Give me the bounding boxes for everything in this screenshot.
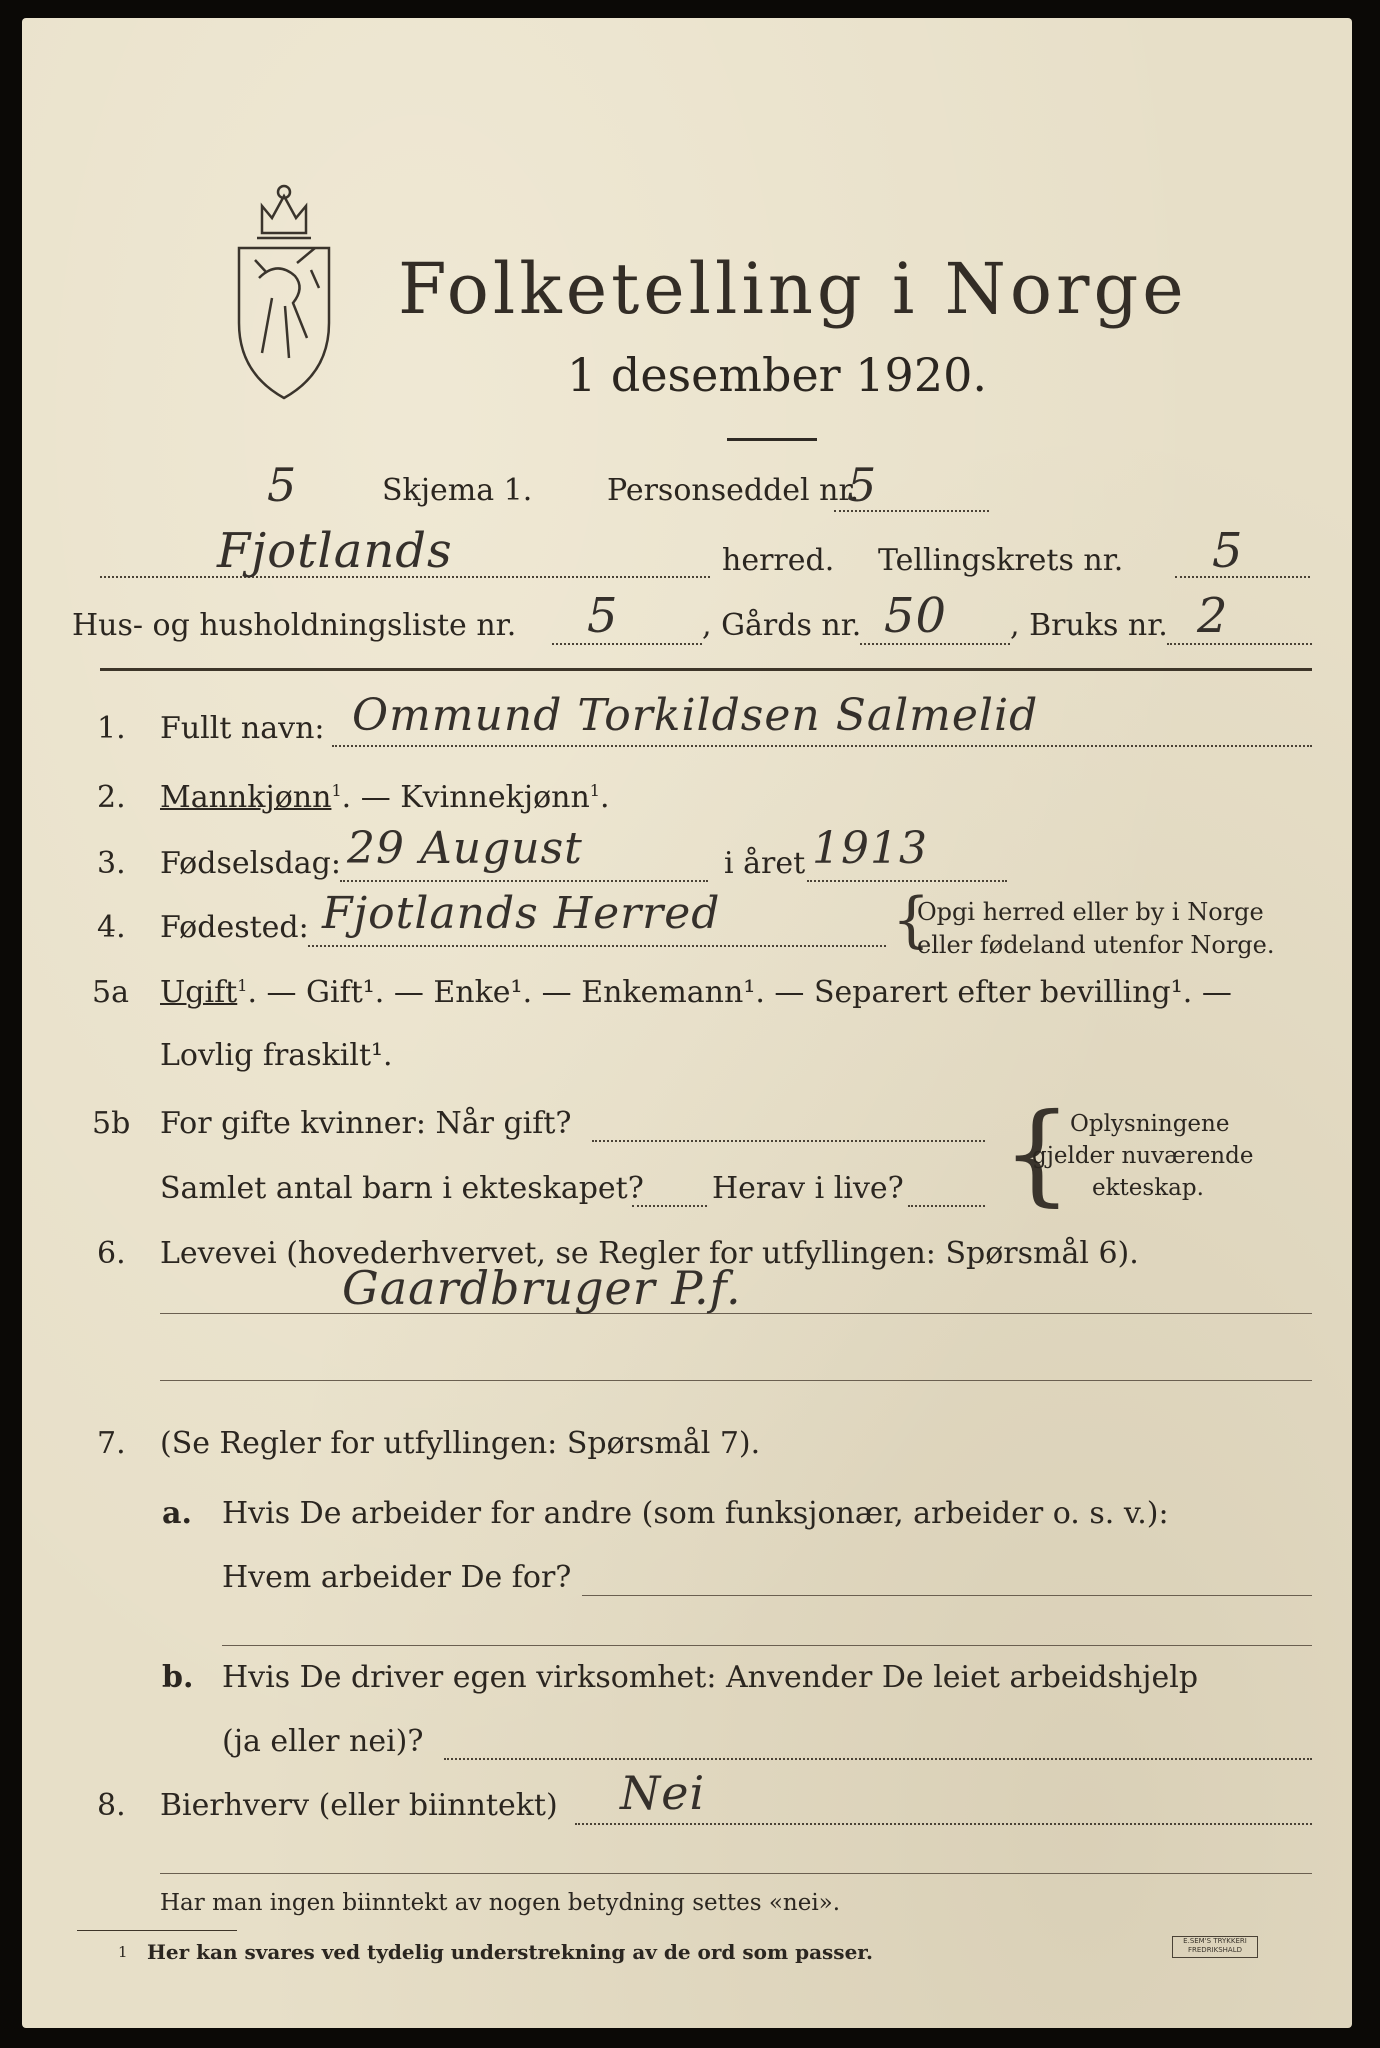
title-divider <box>727 438 817 441</box>
q5b-children-line <box>632 1205 707 1207</box>
margin-mark: 5 <box>267 458 298 512</box>
hus-line <box>552 643 702 645</box>
q2-options <box>160 780 610 815</box>
q2-sup2: 1 <box>589 781 600 800</box>
q2-female: Kvinnekjønn <box>400 780 590 815</box>
q3-year-label: i året <box>724 846 806 881</box>
herred-label: herred. <box>722 543 835 578</box>
q5b-number: 5b <box>92 1106 131 1141</box>
q7b-label-2: (ja eller nei)? <box>222 1724 424 1759</box>
q7a-answer-line-1 <box>582 1595 1312 1596</box>
q2-sup1: 1 <box>331 781 342 800</box>
printer-line-2: FREDRIKSHALD <box>1187 1946 1242 1954</box>
q1-line <box>332 745 1312 747</box>
bruks-label: , Bruks nr. <box>1010 608 1168 643</box>
q6-label: Levevei (hovederhvervet, se Regler for utfyllingen: Spørsmål 6). <box>160 1236 1139 1271</box>
q4-note-2: eller fødeland utenfor Norge. <box>917 931 1275 959</box>
q4-line <box>308 945 886 947</box>
q5a-rest: . — Gift¹. — Enke¹. — Enkemann¹. — Separert efter bevilling¹. — <box>247 975 1232 1010</box>
coat-of-arms-icon <box>227 178 342 403</box>
footer-note: Har man ingen biinntekt av nogen betydning settes «nei». <box>160 1890 841 1916</box>
tellingskrets-label: Tellingskrets nr. <box>878 543 1124 578</box>
q2-male: Mannkjønn <box>160 780 332 815</box>
q7a-letter: a. <box>162 1496 192 1531</box>
q8-value: Nei <box>620 1766 706 1820</box>
personseddel-label: Personseddel nr. <box>607 473 860 508</box>
q6-number: 6. <box>97 1236 126 1271</box>
personseddel-value: 5 <box>847 458 878 512</box>
q7a-answer-line-2 <box>222 1645 1312 1646</box>
q5b-alive-line <box>908 1205 985 1207</box>
q8-number: 8. <box>97 1788 126 1823</box>
q3-label: Fødselsdag: <box>160 846 341 881</box>
q5a-ugift: Ugift <box>160 975 238 1010</box>
gards-value: 50 <box>884 588 948 644</box>
q1-label: Fullt navn: <box>160 711 325 746</box>
q2-end: . <box>599 780 610 815</box>
census-date: 1 desember 1920. <box>567 348 987 402</box>
q6-answer-line-2 <box>160 1380 1312 1381</box>
q2-number: 2. <box>97 780 126 815</box>
q5b-note-3: ekteskap. <box>1092 1175 1204 1201</box>
q1-number: 1. <box>97 711 126 746</box>
q4-value: Fjotlands Herred <box>322 888 721 939</box>
footnote-text: Her kan svares ved tydelig understrekning av de ord som passer. <box>147 1940 873 1964</box>
q7a-label-1: Hvis De arbeider for andre (som funksjonær, arbeider o. s. v.): <box>222 1496 1169 1531</box>
q3-number: 3. <box>97 846 126 881</box>
section-divider <box>100 668 1312 671</box>
q5a-number: 5a <box>92 975 129 1010</box>
q8-answer-line-2 <box>160 1873 1312 1874</box>
q5b-note-1: Oplysningene <box>1070 1111 1230 1137</box>
q8-answer-line <box>575 1823 1312 1825</box>
printer-stamp <box>1172 1936 1258 1958</box>
q3-year-line <box>807 880 1007 882</box>
hus-label: Hus- og husholdningsliste nr. <box>72 608 517 643</box>
q4-note-1: Opgi herred eller by i Norge <box>917 898 1264 926</box>
form-title: Folketelling i Norge <box>398 248 1188 330</box>
q5a-options: Ugift$^1$. — Gift¹. — Enke¹. — Enkemann¹. — Separert efter bevilling¹. — <box>160 975 1232 1010</box>
q4-brace: { <box>892 885 931 955</box>
footnote-divider <box>77 1930 237 1931</box>
q4-number: 4. <box>97 910 126 945</box>
q7-number: 7. <box>97 1426 126 1461</box>
q7b-label-1: Hvis De driver egen virksomhet: Anvender De leiet arbeidshjelp <box>222 1660 1199 1695</box>
gards-label: , Gårds nr. <box>702 608 862 643</box>
q5b-label-2: Samlet antal barn i ekteskapet? <box>160 1171 644 1206</box>
q5b-label-3: Herav i live? <box>712 1171 904 1206</box>
tellingskrets-value: 5 <box>1212 523 1244 579</box>
q3-year-value: 1913 <box>812 823 928 874</box>
q7b-letter: b. <box>162 1660 194 1695</box>
footnote-mark: 1 <box>118 1943 128 1961</box>
q5b-label-1: For gifte kvinner: Når gift? <box>160 1106 572 1141</box>
bruks-value: 2 <box>1197 588 1229 644</box>
q4-label: Fødested: <box>160 910 309 945</box>
q5a-line2: Lovlig fraskilt¹. <box>160 1038 393 1073</box>
herred-value: Fjotlands <box>217 523 453 579</box>
q5b-note-2: gjelder nuværende <box>1032 1143 1254 1169</box>
skjema-label: Skjema 1. <box>382 473 533 508</box>
q7a-label-2: Hvem arbeider De for? <box>222 1560 572 1595</box>
q3-date-line <box>340 880 708 882</box>
bruks-line <box>1167 643 1312 645</box>
hus-value: 5 <box>587 588 619 644</box>
q3-value: 29 August <box>347 823 583 874</box>
q7b-answer-line <box>444 1758 1312 1760</box>
printer-line-1: E.SEM'S TRYKKERI <box>1183 1937 1247 1945</box>
q8-label: Bierhverv (eller biinntekt) <box>160 1788 558 1823</box>
q5b-married-line <box>592 1140 985 1142</box>
q7-label: (Se Regler for utfyllingen: Spørsmål 7). <box>160 1426 761 1461</box>
census-form-page <box>22 18 1352 2028</box>
q5b-brace: { <box>1002 1089 1072 1217</box>
q1-value: Ommund Torkildsen Salmelid <box>352 690 1039 741</box>
q2-sep: . — <box>341 780 401 815</box>
q6-value: Gaardbruger P.f. <box>342 1261 742 1315</box>
